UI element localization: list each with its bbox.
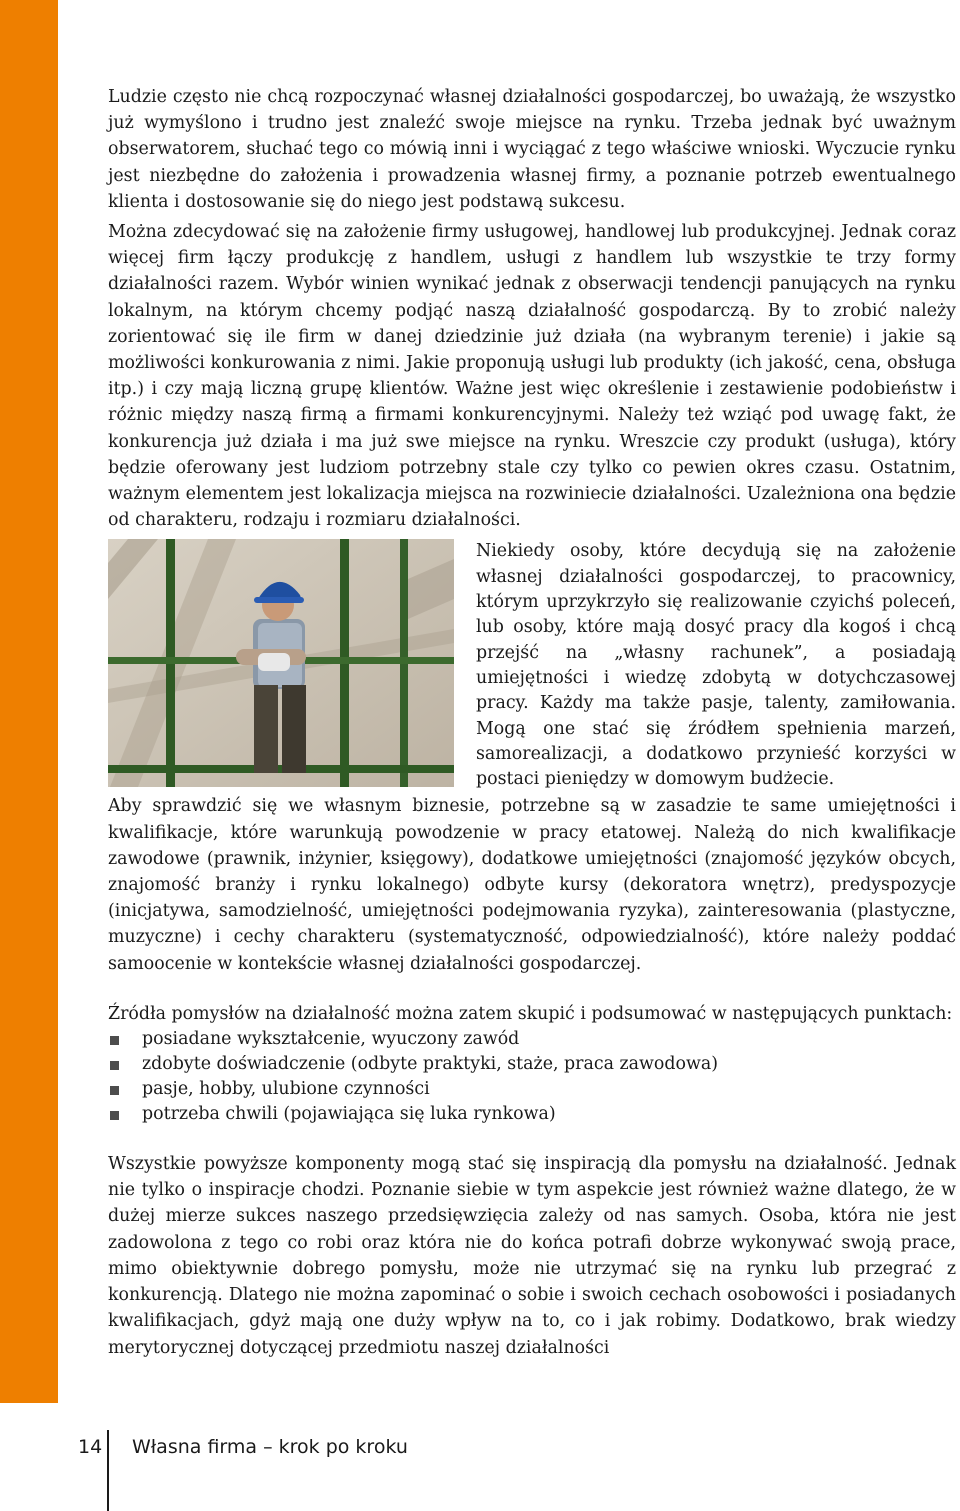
footer-divider xyxy=(107,1430,109,1511)
square-bullet-icon xyxy=(110,1036,119,1045)
square-bullet-icon xyxy=(110,1086,119,1095)
paragraph-market-sense: Ludzie często nie chcą rozpoczynać własnej działalności gospodarczej, bo uważają, że wszystko już wymyślono i trudno jest znaleźć swoje miejsce na rynku. Trzeba jednak być uważnym obserwatorem, słuchać tego co mówią inni i wyciągać z tego właściwe wnioski. Wyczucie rynku jest niezbędne do założenia i prowadzenia własnej firmy, a poznanie potrzeb ewentualnego klienta i dostosowanie się do niego jest podstawą sukcesu. xyxy=(108,87,956,212)
paragraph-self-knowledge: Wszystkie powyższe komponenty mogą stać się inspiracją dla pomysłu na działalność. Jednak nie tylko o inspiracje chodzi. Poznanie siebie w tym aspekcie jest również ważne dlatego, że w dużej mierze sukces naszego przedsięwzięcia zależy od nas samych. Osoba, która nie jest zadowolona z tego co robi oraz która nie do końca potrafi dobrze wykonywać swoją prace, mimo obiektywnie dobrego pomysłu, może nie utrzymać się na rynku lub przegrać z konkurencją. Dlatego nie można zapominać o sobie i swoich cechach osobowości i posiadanych kwalifikacjach, gdyż mają one duży wpływ na to, co i jak robimy. Dodatkowo, brak wiedzy merytorycznej dotyczącej przedmiotu naszej działalności xyxy=(108,1154,956,1358)
list-item: pasje, hobby, ulubione czynności xyxy=(108,1077,956,1102)
running-footer-title: Własna firma – krok po kroku xyxy=(132,1436,408,1458)
list-item: potrzeba chwili (pojawiająca się luka rynkowa) xyxy=(108,1102,956,1127)
paragraph-business-type: Można zdecydować się na założenie firmy usługowej, handlowej lub produkcyjnej. Jednak coraz więcej firm łączy produkcję z handlem, usługi z handlem lub wszystkie te trzy formy działalności razem. Wybór winien wynikać jednak z obserwacji tendencji panujących na rynku lokalnym, na którym chcemy podjąć naszą działalność gospodarczą. By to zrobić należy zorientować się ile firm w danej dziedzinie już działa (na wybranym terenie) i jakie są możliwości konkurowania z nimi. Jakie proponują usługi lub produkty (ich jakość, cena, obsługa itp.) i czy mają liczną grupę klientów. Ważne jest więc określenie i zestawienie podobieństw i różnic między naszą firmą a firmami konkurencyjnymi. Należy też wziąć pod uwagę fakt, że konkurencja już działa i ma już swe miejsce na rynku. Wreszcie czy produkt (usługa), który będzie oferowany jest ludziom potrzebny stale czy tylko co pewien okres czasu. Ostatnim, ważnym elementem jest lokalizacja miejsca na rozwiniecie działalności. Uzależniona ona będzie od charakteru, rodzaju i rozmiaru działalności. xyxy=(108,222,956,531)
side-accent-bar xyxy=(0,0,58,1403)
worker-on-scaffolding-photo xyxy=(108,539,454,787)
square-bullet-icon xyxy=(110,1061,119,1070)
idea-sources-list xyxy=(108,1027,956,1127)
page-number: 14 xyxy=(78,1436,103,1458)
paragraph-qualifications: Aby sprawdzić się we własnym biznesie, potrzebne są w zasadzie te same umiejętności i kwalifikacje, które warunkują powodzenie w pracy etatowej. Należą do nich kwalifikacje zawodowe (prawnik, inżynier, księgowy), dodatkowe umiejętności (znajomość języków obcych, znajomość branży i rynku lokalnego) odbyte kursy (dekoratora wnętrz), predyspozycje (inicjatywa, samodzielność, umiejętności podejmowania ryzyka), zainteresowania (plastyczne, muzyczne) i cechy charakteru (systematyczność, odpowiedzialność), które należy poddać samoocenie w kontekście własnej działalności gospodarczej. xyxy=(108,796,956,974)
image-side-text xyxy=(476,539,956,792)
paragraph-motivation: Niekiedy osoby, które decydują się na założenie własnej działalności gospodarczej, to pracownicy, którym uprzykrzyło się realizowanie czyichś poleceń, lub osoby, które mają dosyć pracy dla kogoś i chcą przejść na „własny rachunek”, a posiadają umiejętności i wiedzę zdobytą w dotychczasowej pracy. Każdy ma także pasje, talenty, zamiłowania. Mogą one stać się źródłem spełnienia marzeń, samorealizacji, a dodatkowo przynieść korzyści w postaci pieniędzy w domowym budżecie. xyxy=(476,541,956,790)
image-text-block xyxy=(108,539,956,790)
list-item: posiadane wykształcenie, wyuczony zawód xyxy=(108,1027,956,1052)
page-content xyxy=(108,84,956,1361)
square-bullet-icon xyxy=(110,1111,119,1120)
list-item: zdobyte doświadczenie (odbyte praktyki, staże, praca zawodowa) xyxy=(108,1052,956,1077)
paragraph-idea-sources-intro: Źródła pomysłów na działalność można zatem skupić i podsumować w następujących punktach: xyxy=(108,1003,953,1024)
